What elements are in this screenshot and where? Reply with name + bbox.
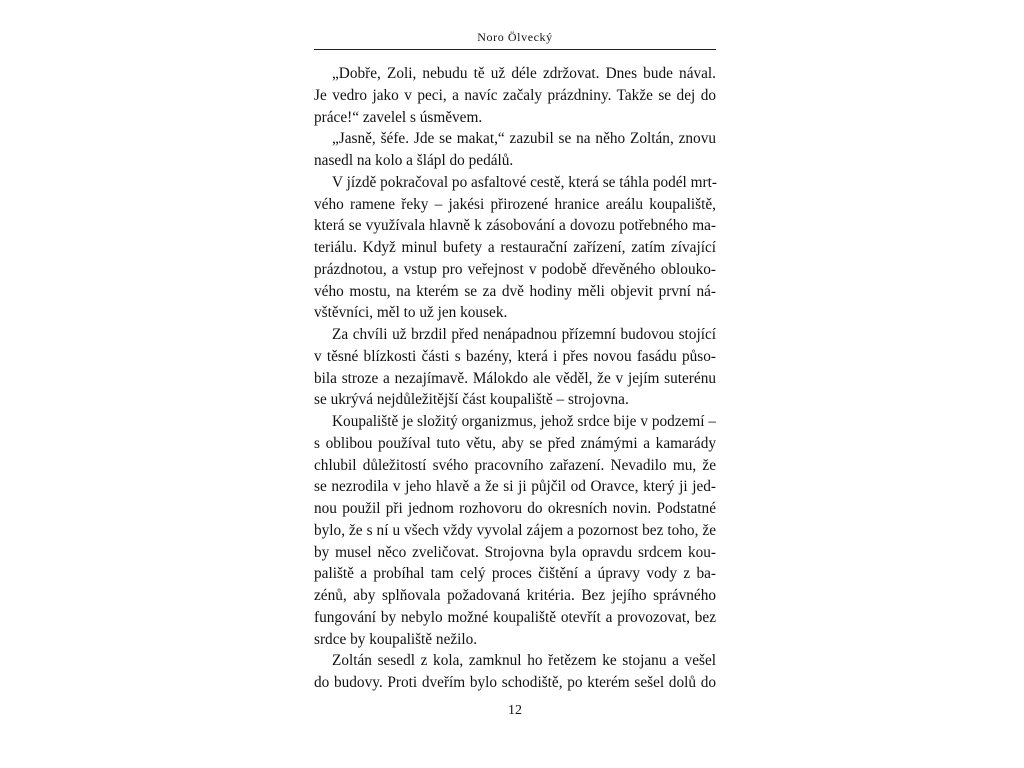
text-line: srdce by koupaliště nežilo. [314,630,478,648]
paragraph [314,128,716,172]
running-head: Noro Ölvecký [477,30,553,44]
text-line: vého ramene řeky – jakési přirozené hranice areálu koupaliště, [314,195,716,213]
text-line: s oblibou používal tuto větu, aby se před známými a kamarády [314,434,716,452]
text-line: Za chvíli už brzdil před nenápadnou přízemní budovou stojící [332,326,716,343]
text-line: vštěvníci, měl to už jen kousek. [314,304,508,322]
text-line: práce!“ zavelel s úsměvem. [314,108,483,126]
text-line: teriálu. Když minul bufety a restaurační zařízení, zatím zívající [314,239,716,256]
paragraph [314,324,716,411]
text-line: která se využívala hlavně k zásobování a dovozu potřebného ma- [314,217,716,235]
text-line: bila stroze a nezajímavě. Málokdo ale věděl, že v jejím suterénu [314,369,716,387]
page-number: 12 [508,703,522,718]
text-line: nasedl na kolo a šlápl do pedálů. [314,152,514,169]
text-line: vého mostu, na kterém se za dvě hodiny měli objevit první ná- [314,282,716,300]
text-line: zénů, aby splňovala požadovaná kritéria. Bez jejího správného [314,587,716,604]
text-line: „Dobře, Zoli, nebudu tě už déle zdržovat. Dnes bude nával. [332,65,716,82]
paragraph [314,650,716,694]
text-line: chlubil důležitostí svého pracovního zařazení. Nevadilo mu, že [314,456,716,474]
paragraph [314,411,716,650]
paragraph [314,63,716,128]
text-line: Zoltán sesedl z kola, zamknul ho řetězem ke stojanu a vešel [332,652,716,670]
text-line: bylo, že s ní u všech vždy vyvolal zájem a pozornost bez toho, že [314,521,716,539]
text-line: V jízdě pokračoval po asfaltové cestě, která se táhla podél mrt- [332,173,717,191]
text-line: nou použil při jednom rozhovoru do okresních novin. Podstatné [314,500,716,517]
text-line: Je vedro jako v peci, a navíc začaly prázdniny. Takže se dej do [314,86,716,104]
text-line: do budovy. Proti dveřím bylo schodiště, po kterém sešel dolů do [314,674,716,691]
text-line: paliště a probíhal tam celý proces čištění a úpravy vody z ba- [314,565,716,583]
text-line: „Jasně, šéfe. Jde se makat,“ zazubil se na něho Zoltán, znovu [332,130,716,148]
text-line: Koupaliště je složitý organizmus, jehož srdce bije v podzemí – [332,413,716,430]
text-line: se ukrývá nejdůležitější část koupaliště – strojovna. [314,391,629,409]
header-rule [314,49,716,50]
text-line: prázdnotou, a vstup pro veřejnost v podobě dřevěného oblouko- [314,260,716,278]
text-line: fungování by nebylo možné koupaliště otevřít a provozovat, bez [314,608,716,626]
body-text [314,63,716,694]
text-line: se nezrodila v jeho hlavě a že si ji půjčil od Oravce, který ji jed- [314,478,716,496]
text-line: v těsné blízkosti části s bazény, která i přes novou fasádu půso- [314,347,716,365]
paragraph [314,172,716,324]
text-line: by musel něco zveličovat. Strojovna byla opravdu srdcem kou- [314,543,716,561]
